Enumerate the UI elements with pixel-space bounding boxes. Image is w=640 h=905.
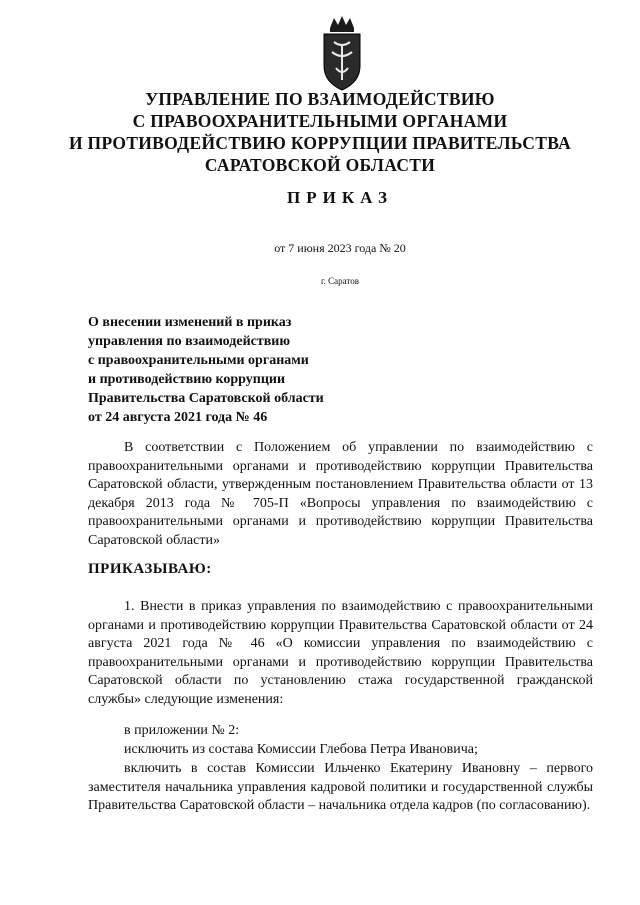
subject-line: и противодействию коррупции — [88, 372, 286, 387]
item-1-paragraph: 1. Внести в приказ управления по взаимодействию с правоохранительными органами и противодействию коррупции Правительства Саратовской области от 24 августа 2021 года № 46 «О комиссии управления по взаимодействию с правоохранительными органами и противодействию коррупции Правительства Саратовской области по установлению стажа государственной гражданской службы» следующие изменения: — [88, 599, 593, 707]
subject-line: управления по взаимодействию — [88, 334, 291, 349]
preamble-paragraph: В соответствии с Положением об управлении по взаимодействию с правоохранительными органами и противодействию коррупции Правительства Саратовской области, утвержденным постановлением Правительства области от 13 декабря 2013 года № 705-П «Вопросы управления по взаимодействию с правоохранительными органами и противодействию коррупции Правительства Саратовской области» — [88, 440, 593, 548]
exclude-line: исключить из состава Комиссии Глебова Петра Ивановича; — [124, 742, 478, 757]
document-title: ПРИКАЗ — [287, 188, 393, 207]
document-subject — [88, 313, 388, 427]
include-paragraph: включить в состав Комиссии Ильченко Екатерину Ивановну – первого заместителя начальника управления кадровой политики и государственной службы Правительства Саратовской области – начальника отдела кадров (по согласованию). — [88, 761, 593, 813]
coat-of-arms-icon — [320, 14, 364, 94]
header-line: И ПРОТИВОДЕЙСТВИЮ КОРРУПЦИИ ПРАВИТЕЛЬСТВА — [68, 133, 572, 153]
subject-line: с правоохранительными органами — [88, 353, 309, 368]
appendix-line: в приложении № 2: — [124, 723, 240, 738]
subject-line: Правительства Саратовской области — [88, 391, 324, 406]
header-line: С ПРАВООХРАНИТЕЛЬНЫМИ ОРГАНАМИ — [132, 111, 508, 131]
order-heading: ПРИКАЗЫВАЮ: — [88, 561, 212, 577]
document-city: г. Саратов — [321, 276, 359, 286]
header-line: УПРАВЛЕНИЕ ПО ВЗАИМОДЕЙСТВИЮ — [145, 89, 495, 109]
header-line: САРАТОВСКОЙ ОБЛАСТИ — [204, 155, 436, 175]
agency-header — [60, 88, 580, 176]
subject-line: от 24 августа 2021 года № 46 — [88, 410, 268, 425]
document-date-number: от 7 июня 2023 года № 20 — [274, 241, 406, 255]
subject-line: О внесении изменений в приказ — [88, 315, 292, 330]
